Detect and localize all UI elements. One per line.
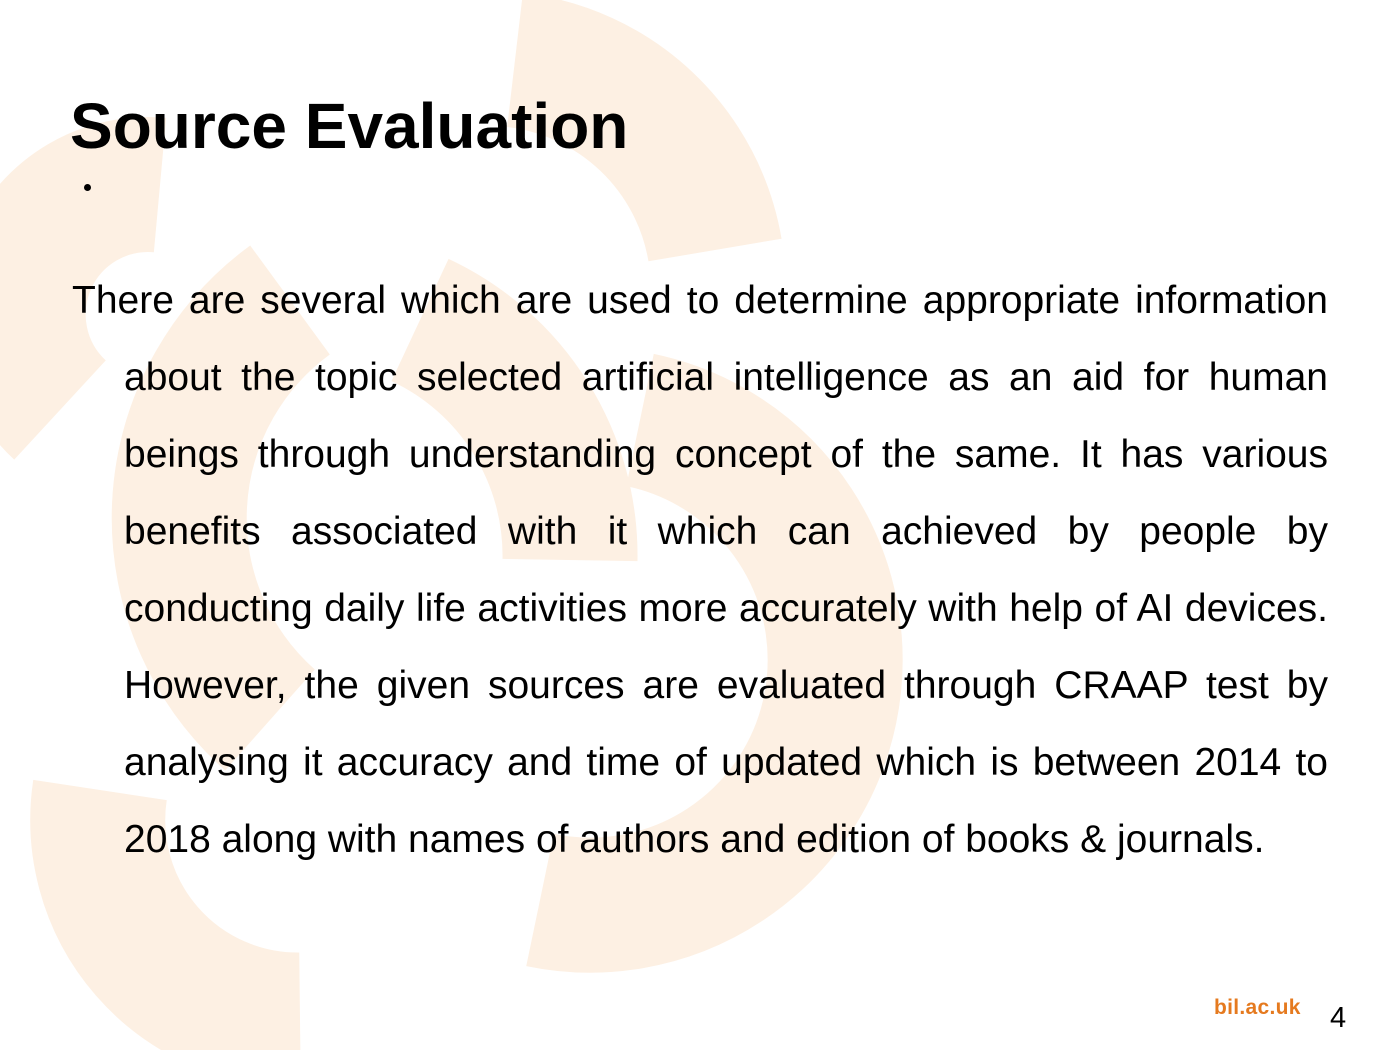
- slide-title: Source Evaluation: [70, 90, 629, 162]
- brand-logo: bil.ac.uk: [1214, 996, 1301, 1019]
- body-paragraph: There are several which are used to determine appropriate information about the topic selected artificial intelligence as an aid for human beings through understanding concept of the same. It has various benefits associated with it which can achieved by people by conducting daily life activities more accurately with help of AI devices. However, the given sources are evaluated through CRAAP test by analysing it accuracy and time of updated which is between 2014 to 2018 along with names of authors and edition of books & journals.: [72, 279, 1328, 861]
- slide-number: 4: [1330, 1002, 1347, 1034]
- bullet-dot: [84, 184, 91, 191]
